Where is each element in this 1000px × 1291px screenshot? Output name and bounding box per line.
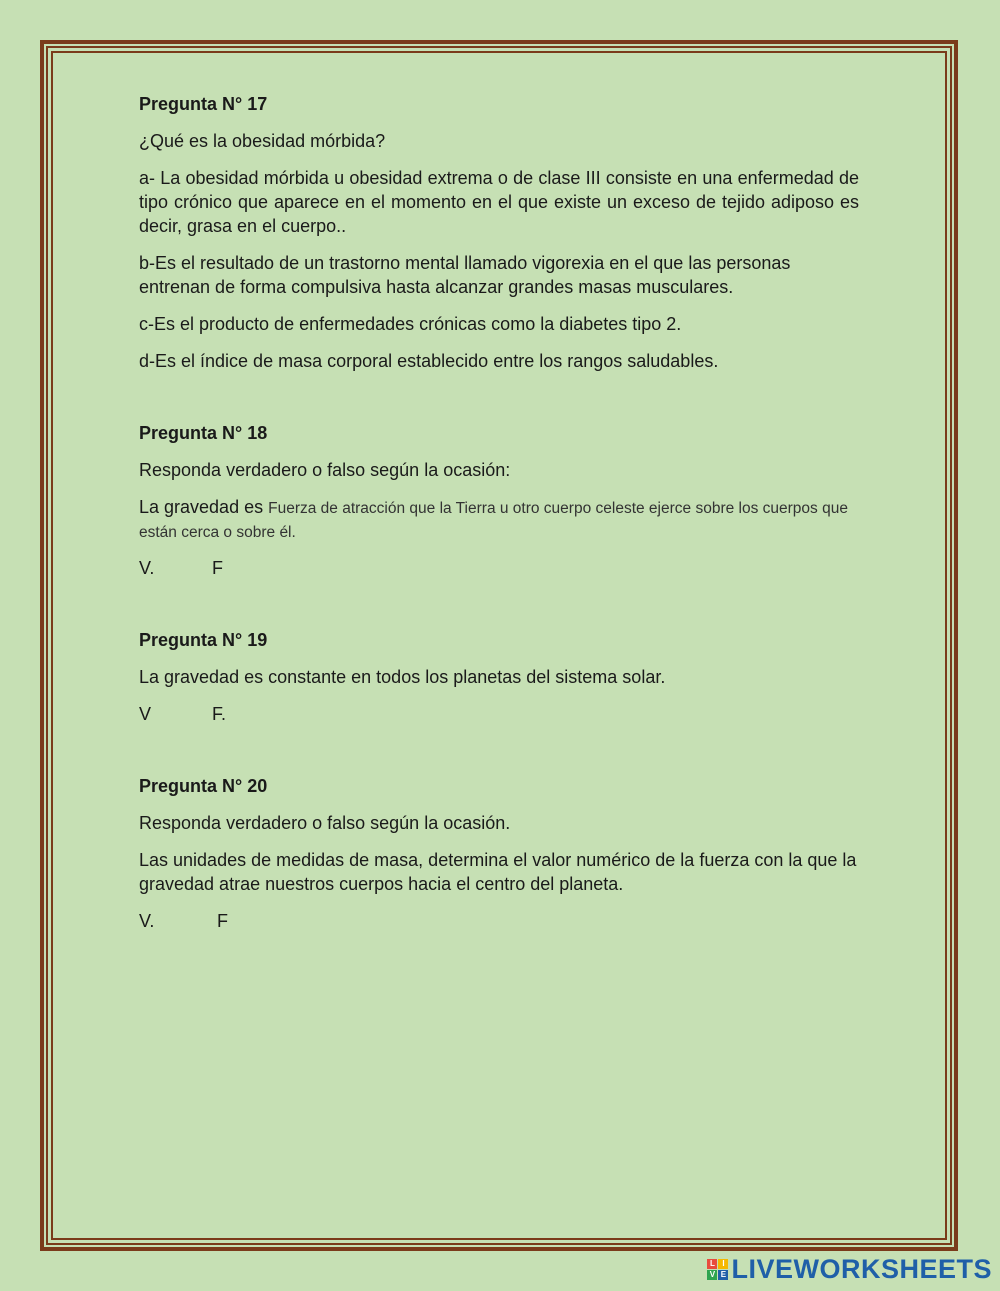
logo-letter-v: V: [707, 1270, 717, 1280]
question-17-title: Pregunta N° 17: [139, 94, 268, 114]
question-19: [139, 628, 859, 726]
logo-letter-i: I: [718, 1259, 728, 1269]
question-20-answers: [139, 909, 859, 933]
worksheet-content: [139, 92, 859, 981]
question-18-answers: [139, 556, 859, 580]
question-18: [139, 421, 859, 580]
question-20-statement: Las unidades de medidas de masa, determina el valor numérico de la fuerza con la que la gravedad atrae nuestros cuerpos hacia el centro del planeta.: [139, 850, 857, 894]
question-18-prompt: Responda verdadero o falso según la ocasión:: [139, 460, 511, 480]
question-20-false-option[interactable]: F: [217, 911, 228, 931]
question-17-option-d[interactable]: d-Es el índice de masa corporal establecido entre los rangos saludables.: [139, 351, 719, 371]
question-20-true-option[interactable]: V.: [139, 911, 155, 931]
question-19-answers: [139, 702, 859, 726]
question-19-title: Pregunta N° 19: [139, 630, 268, 650]
question-18-false-option[interactable]: F: [212, 558, 223, 578]
question-20: [139, 774, 859, 933]
question-18-statement: [139, 495, 859, 543]
question-20-prompt: Responda verdadero o falso según la ocasión.: [139, 813, 511, 833]
question-17-option-c[interactable]: c-Es el producto de enfermedades crónicas como la diabetes tipo 2.: [139, 314, 682, 334]
question-17-prompt: ¿Qué es la obesidad mórbida?: [139, 131, 386, 151]
question-18-statement-lead: La gravedad es: [139, 497, 264, 517]
logo-icon: [707, 1259, 728, 1280]
question-19-statement: La gravedad es constante en todos los planetas del sistema solar.: [139, 667, 666, 687]
question-17-option-b[interactable]: b-Es el resultado de un trastorno mental llamado vigorexia en el que las personas entrenan de forma compulsiva hasta alcanzar grandes masas musculares.: [139, 253, 791, 297]
question-18-true-option[interactable]: V.: [139, 558, 155, 578]
question-19-false-option[interactable]: F.: [212, 704, 227, 724]
question-17-option-a[interactable]: a- La obesidad mórbida u obesidad extrema o de clase III consiste en una enfermedad de tipo crónico que aparece en el momento en el que existe un exceso de tejido adiposo es decir, grasa en el cuerpo..: [139, 168, 859, 236]
logo-letter-l: L: [707, 1259, 717, 1269]
logo-letter-e: E: [718, 1270, 728, 1280]
logo-text: LIVEWORKSHEETS: [731, 1254, 992, 1284]
question-20-title: Pregunta N° 20: [139, 776, 268, 796]
liveworksheets-logo: [707, 1254, 992, 1285]
question-18-statement-definition: Fuerza de atracción que la Tierra u otro cuerpo celeste ejerce sobre los cuerpos que están cerca o sobre él.: [139, 500, 848, 541]
question-18-title: Pregunta N° 18: [139, 423, 268, 443]
question-19-true-option[interactable]: V: [139, 704, 152, 724]
question-17: [139, 92, 859, 373]
